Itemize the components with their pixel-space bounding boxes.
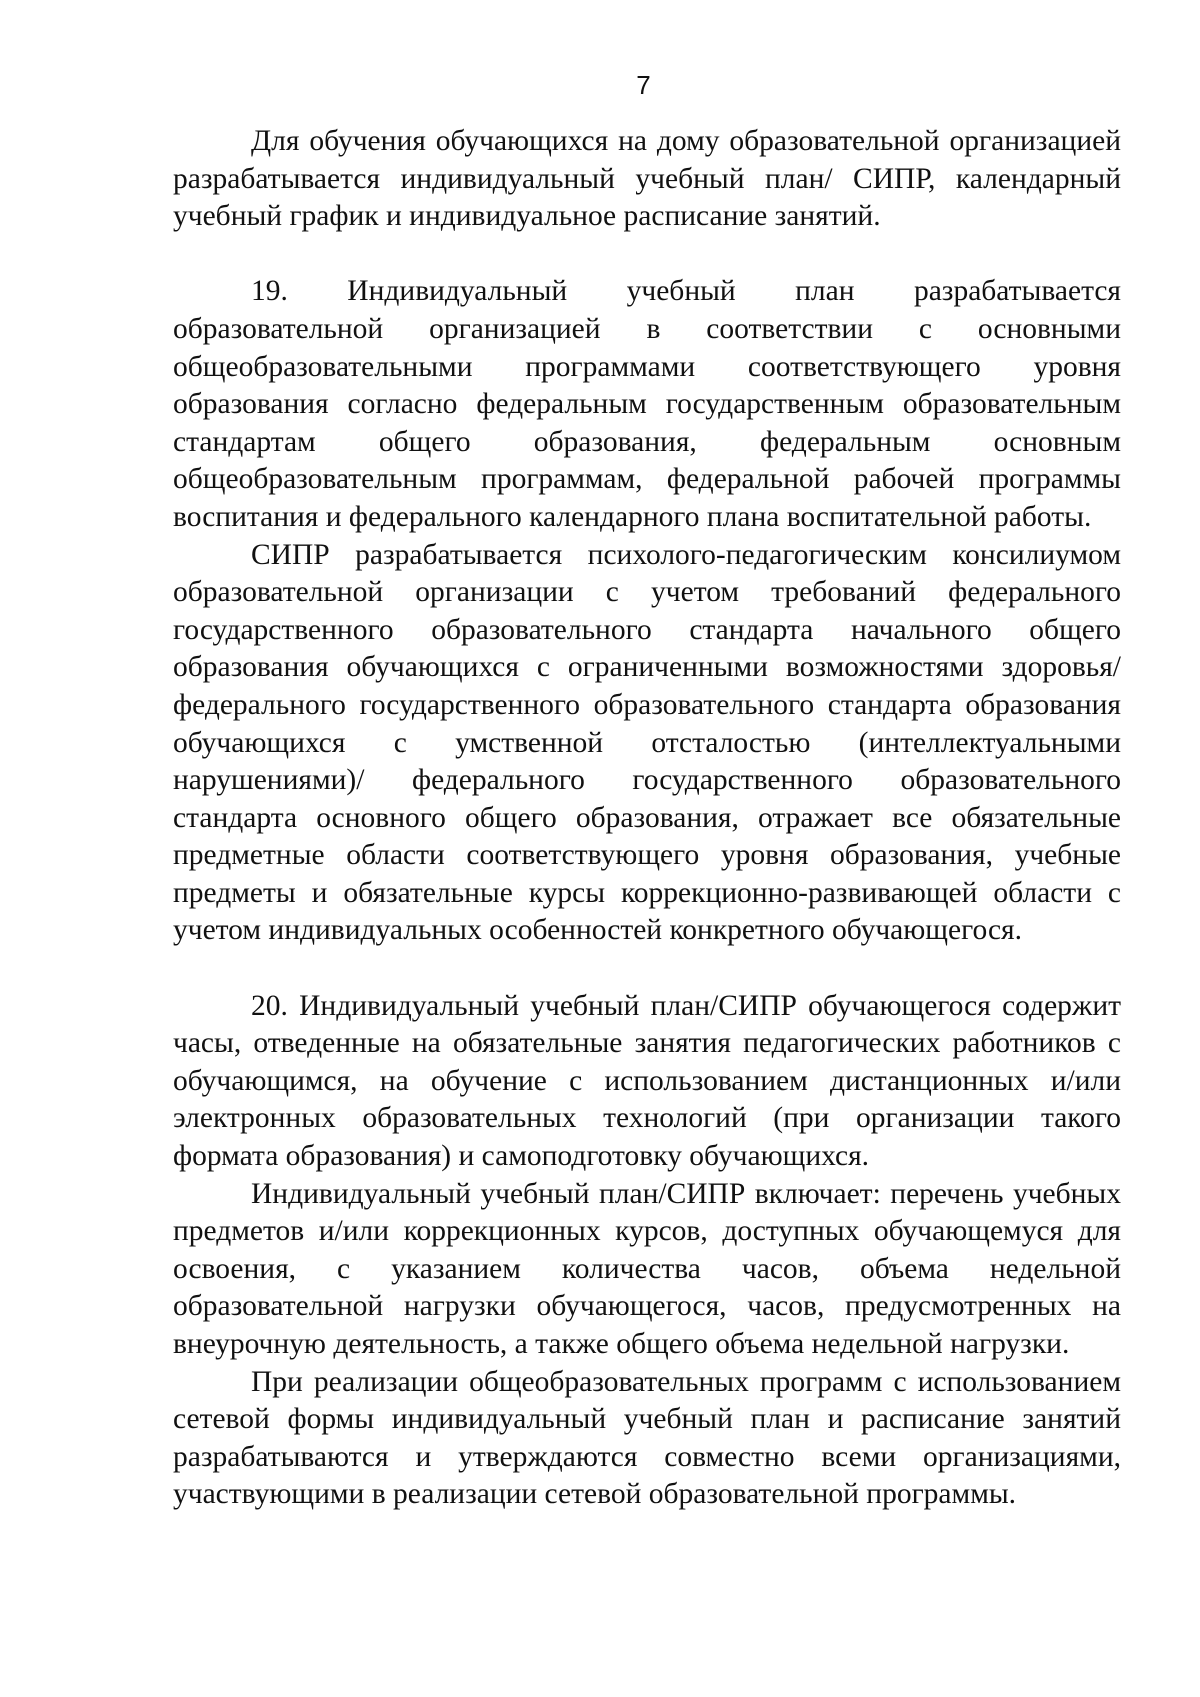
paragraph-spacer xyxy=(173,236,1121,274)
paragraph-sipr-development: СИПР разрабатывается психолого-педагогическим консилиумом образовательной организации с учетом требований федерального государственного образовательного стандарта начального общего образования обучающихся с ограниченными возможностями здоровья/ федерального государственного образовательного стандарта образования обучающихся с умственной отсталостью (интеллектуальными нарушениями)/ федерального государственного образовательного стандарта основного общего образования, отражает все обязательные предметные области соответствующего уровня образования, учебные предметы и обязательные курсы коррекционно-развивающей области с учетом индивидуальных особенностей конкретного обучающегося. xyxy=(173,538,1121,947)
paragraph-network-form: При реализации общеобразовательных программ с использованием сетевой формы индивидуальный учебный план и расписание занятий разрабатываются и утверждаются совместно всеми организациями, участвующими в реализации сетевой образовательной программы. xyxy=(173,1365,1121,1511)
paragraph-plan-contents: Индивидуальный учебный план/СИПР включает: перечень учебных предметов и/или коррекционных курсов, доступных обучающемуся для освоения, с указанием количества часов, объема недельной образовательной нагрузки обучающегося, часов, предусмотренных на внеурочную деятельность, а также общего объема недельной нагрузки. xyxy=(173,1177,1121,1360)
paragraph-item-20: 20. Индивидуальный учебный план/СИПР обучающегося содержит часы, отведенные на обязательные занятия педагогических работников с обучающимся, на обучение с использованием дистанционных и/или электронных образовательных технологий (при организации такого формата образования) и самоподготовку обучающихся. xyxy=(173,989,1121,1173)
paragraph-item-19: 19. Индивидуальный учебный план разрабатывается образовательной организацией в соответствии с основными общеобразовательными программами соответствующего уровня образования согласно федеральным государственным образовательным стандартам общего образования, федеральным основным общеобразовательным программам, федеральной рабочей программы воспитания и федерального календарного плана воспитательной работы. xyxy=(173,275,1121,533)
paragraph-spacer xyxy=(173,950,1121,988)
document-body xyxy=(173,123,1121,1514)
page-number: 7 xyxy=(636,70,651,100)
paragraph-home-schooling: Для обучения обучающихся на дому образовательной организацией разрабатывается индивидуальный учебный план/ СИПР, календарный учебный график и индивидуальное расписание занятий. xyxy=(173,125,1121,233)
